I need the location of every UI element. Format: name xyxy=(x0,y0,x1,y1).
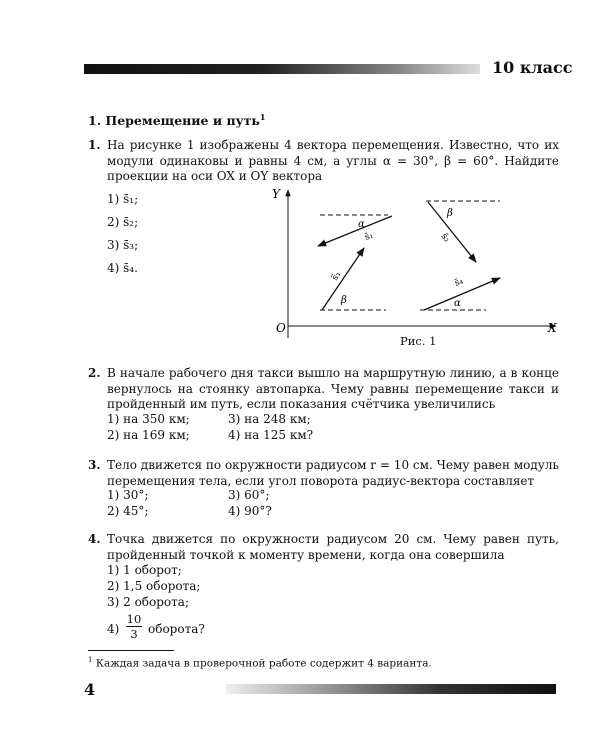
footer-gradient-bar xyxy=(226,684,556,694)
footnote-number: 1 xyxy=(88,656,93,664)
footnote-mark: 1 xyxy=(259,112,266,122)
problem-4-option-1: 1) 1 оборот; xyxy=(107,563,182,577)
grade-label: 10 класс xyxy=(492,58,573,77)
footnote-rule xyxy=(88,650,174,651)
fraction-numerator: 10 xyxy=(126,612,142,626)
vector-s1 xyxy=(318,216,392,246)
section-title-text: 1. Перемещение и путь xyxy=(88,113,260,129)
s2-label: s̄₂ xyxy=(438,231,452,245)
problem-3-text: Тело движется по окружности радиусом r = 10 см. Чему равен модуль перемещения тела, если угол поворота радиус-вектора составляет xyxy=(107,458,559,488)
problem-2-option-4: 4) на 125 км? xyxy=(228,428,314,442)
s4-angle-alpha: α xyxy=(454,298,461,309)
problem-3-option-4: 4) 90°? xyxy=(228,504,272,518)
problem-3-number: 3. xyxy=(88,458,101,472)
problem-4-option-3: 3) 2 оборота; xyxy=(107,595,189,609)
problem-2-text: В начале рабочего дня такси вышло на маршрутную линию, а в конце вернулось на стоянку автопарка. Чему равны перемещение такси и пройденный им путь, если показания счётчика увеличились xyxy=(107,366,559,411)
origin-label: O xyxy=(276,321,286,335)
problem-1-option-2: 2) s̄₂; xyxy=(107,215,139,229)
s4-label: s̄₄ xyxy=(453,276,465,289)
problem-4-option-4-prefix: 4) xyxy=(107,622,120,636)
problem-1-option-1: 1) s̄₁; xyxy=(107,192,139,206)
problem-2-option-2: 2) на 169 км; xyxy=(107,428,190,442)
vector-figure xyxy=(268,186,568,354)
figure-caption: Рис. 1 xyxy=(400,334,437,348)
header-gradient-bar xyxy=(84,64,480,74)
problem-2-option-1: 1) на 350 км; xyxy=(107,412,190,426)
problem-4-text: Точка движется по окружности радиусом 20 см. Чему равен путь, пройденный точкой к моменту времени, когда она совершила xyxy=(107,532,559,562)
s3-angle-beta: β xyxy=(341,295,347,306)
s1-angle-alpha: α xyxy=(358,219,365,230)
y-axis-label: Y xyxy=(272,187,280,201)
footnote-text: Каждая задача в проверочной работе содержит 4 варианта. xyxy=(95,657,432,670)
problem-2-option-3: 3) на 248 км; xyxy=(228,412,311,426)
problem-3-option-3: 3) 60°; xyxy=(228,488,270,502)
section-title xyxy=(88,112,265,128)
s1-label: s̄₁ xyxy=(363,230,375,243)
problem-1-text: На рисунке 1 изображены 4 вектора перемещения. Известно, что их модули одинаковы и равны 4 см, а углы α = 30°, β = 60°. Найдите проекции на оси OX и OY вектора xyxy=(107,138,559,183)
problem-3-option-2: 2) 45°; xyxy=(107,504,149,518)
problem-4-option-4-fraction xyxy=(126,612,142,641)
page-number: 4 xyxy=(84,680,96,699)
problem-3-option-1: 1) 30°; xyxy=(107,488,149,502)
x-axis-label: X xyxy=(548,321,557,335)
problem-4-option-2: 2) 1,5 оборота; xyxy=(107,579,201,593)
problem-4-number: 4. xyxy=(88,532,101,546)
fraction-denominator: 3 xyxy=(130,627,138,641)
problem-1-number: 1. xyxy=(88,138,101,152)
problem-4-option-4-suffix: оборота? xyxy=(148,622,205,636)
s3-label: s̄₃ xyxy=(330,270,344,283)
problem-1-option-4: 4) s̄₄. xyxy=(107,261,138,275)
problem-1-option-3: 3) s̄₃; xyxy=(107,238,139,252)
s2-angle-beta: β xyxy=(447,208,453,219)
problem-2-number: 2. xyxy=(88,366,101,380)
footnote xyxy=(88,656,432,670)
